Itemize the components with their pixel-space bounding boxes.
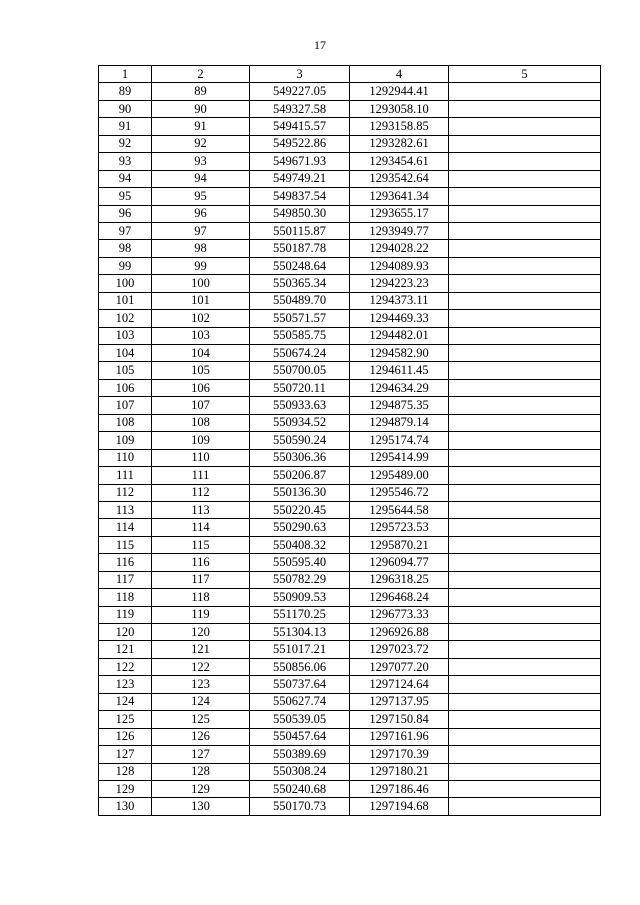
row-number-cell: 107 bbox=[99, 397, 152, 414]
table-row bbox=[99, 641, 601, 658]
note-cell bbox=[449, 763, 601, 780]
row-number-cell: 104 bbox=[99, 345, 152, 362]
table-row bbox=[99, 501, 601, 518]
y-coordinate-cell: 1296318.25 bbox=[350, 571, 449, 588]
note-cell bbox=[449, 658, 601, 675]
x-coordinate-cell: 550934.52 bbox=[250, 414, 350, 431]
row-number-cell: 106 bbox=[99, 379, 152, 396]
x-coordinate-cell: 550408.32 bbox=[250, 536, 350, 553]
y-coordinate-cell: 1295644.58 bbox=[350, 501, 449, 518]
table-row bbox=[99, 728, 601, 745]
x-coordinate-cell: 550737.64 bbox=[250, 676, 350, 693]
y-coordinate-cell: 1297023.72 bbox=[350, 641, 449, 658]
point-number-cell: 122 bbox=[152, 658, 250, 675]
row-number-cell: 105 bbox=[99, 362, 152, 379]
x-coordinate-cell: 550306.36 bbox=[250, 449, 350, 466]
table-row bbox=[99, 414, 601, 431]
x-coordinate-cell: 550627.74 bbox=[250, 693, 350, 710]
row-number-cell: 117 bbox=[99, 571, 152, 588]
y-coordinate-cell: 1295414.99 bbox=[350, 449, 449, 466]
point-number-cell: 126 bbox=[152, 728, 250, 745]
note-cell bbox=[449, 170, 601, 187]
table-row bbox=[99, 780, 601, 797]
table-row bbox=[99, 676, 601, 693]
point-number-cell: 123 bbox=[152, 676, 250, 693]
row-number-cell: 89 bbox=[99, 83, 152, 100]
row-number-cell: 123 bbox=[99, 676, 152, 693]
y-coordinate-cell: 1297186.46 bbox=[350, 780, 449, 797]
table-row bbox=[99, 222, 601, 239]
table-row bbox=[99, 205, 601, 222]
note-cell bbox=[449, 554, 601, 571]
x-coordinate-cell: 549327.58 bbox=[250, 100, 350, 117]
x-coordinate-cell: 550933.63 bbox=[250, 397, 350, 414]
table-row bbox=[99, 100, 601, 117]
point-number-cell: 115 bbox=[152, 536, 250, 553]
x-coordinate-cell: 550187.78 bbox=[250, 240, 350, 257]
row-number-cell: 130 bbox=[99, 798, 152, 815]
row-number-cell: 121 bbox=[99, 641, 152, 658]
point-number-cell: 113 bbox=[152, 501, 250, 518]
y-coordinate-cell: 1293641.34 bbox=[350, 188, 449, 205]
y-coordinate-cell: 1296468.24 bbox=[350, 589, 449, 606]
note-cell bbox=[449, 205, 601, 222]
row-number-cell: 100 bbox=[99, 275, 152, 292]
table-row bbox=[99, 188, 601, 205]
point-number-cell: 93 bbox=[152, 153, 250, 170]
x-coordinate-cell: 550571.57 bbox=[250, 310, 350, 327]
point-number-cell: 125 bbox=[152, 711, 250, 728]
table-row bbox=[99, 571, 601, 588]
y-coordinate-cell: 1294482.01 bbox=[350, 327, 449, 344]
y-coordinate-cell: 1292944.41 bbox=[350, 83, 449, 100]
row-number-cell: 98 bbox=[99, 240, 152, 257]
table-row bbox=[99, 746, 601, 763]
row-number-cell: 95 bbox=[99, 188, 152, 205]
x-coordinate-cell: 550365.34 bbox=[250, 275, 350, 292]
note-cell bbox=[449, 362, 601, 379]
note-cell bbox=[449, 536, 601, 553]
y-coordinate-cell: 1294634.29 bbox=[350, 379, 449, 396]
note-cell bbox=[449, 571, 601, 588]
table-row bbox=[99, 467, 601, 484]
table-row bbox=[99, 798, 601, 815]
y-coordinate-cell: 1297180.21 bbox=[350, 763, 449, 780]
note-cell bbox=[449, 275, 601, 292]
table-row bbox=[99, 240, 601, 257]
table-row bbox=[99, 658, 601, 675]
x-coordinate-cell: 550308.24 bbox=[250, 763, 350, 780]
note-cell bbox=[449, 589, 601, 606]
page-number: 17 bbox=[314, 38, 326, 52]
table-row bbox=[99, 484, 601, 501]
point-number-cell: 112 bbox=[152, 484, 250, 501]
point-number-cell: 97 bbox=[152, 222, 250, 239]
note-cell bbox=[449, 711, 601, 728]
note-cell bbox=[449, 153, 601, 170]
row-number-cell: 128 bbox=[99, 763, 152, 780]
table-row bbox=[99, 432, 601, 449]
x-coordinate-cell: 550389.69 bbox=[250, 746, 350, 763]
row-number-cell: 116 bbox=[99, 554, 152, 571]
y-coordinate-cell: 1293454.61 bbox=[350, 153, 449, 170]
row-number-cell: 124 bbox=[99, 693, 152, 710]
x-coordinate-cell: 550220.45 bbox=[250, 501, 350, 518]
table-row bbox=[99, 397, 601, 414]
note-cell bbox=[449, 501, 601, 518]
note-cell bbox=[449, 519, 601, 536]
note-cell bbox=[449, 693, 601, 710]
x-coordinate-cell: 550700.05 bbox=[250, 362, 350, 379]
table-row bbox=[99, 624, 601, 641]
row-number-cell: 118 bbox=[99, 589, 152, 606]
row-number-cell: 111 bbox=[99, 467, 152, 484]
row-number-cell: 93 bbox=[99, 153, 152, 170]
y-coordinate-cell: 1293542.64 bbox=[350, 170, 449, 187]
row-number-cell: 112 bbox=[99, 484, 152, 501]
note-cell bbox=[449, 624, 601, 641]
x-coordinate-cell: 550290.63 bbox=[250, 519, 350, 536]
column-header-4: 4 bbox=[350, 66, 449, 83]
x-coordinate-cell: 549415.57 bbox=[250, 118, 350, 135]
note-cell bbox=[449, 118, 601, 135]
point-number-cell: 110 bbox=[152, 449, 250, 466]
coordinates-table bbox=[98, 65, 601, 816]
note-cell bbox=[449, 414, 601, 431]
point-number-cell: 129 bbox=[152, 780, 250, 797]
table-row bbox=[99, 379, 601, 396]
y-coordinate-cell: 1297124.64 bbox=[350, 676, 449, 693]
row-number-cell: 96 bbox=[99, 205, 152, 222]
table-row bbox=[99, 83, 601, 100]
point-number-cell: 114 bbox=[152, 519, 250, 536]
row-number-cell: 122 bbox=[99, 658, 152, 675]
table-row bbox=[99, 345, 601, 362]
point-number-cell: 89 bbox=[152, 83, 250, 100]
table-row bbox=[99, 449, 601, 466]
y-coordinate-cell: 1296094.77 bbox=[350, 554, 449, 571]
note-cell bbox=[449, 798, 601, 815]
point-number-cell: 103 bbox=[152, 327, 250, 344]
note-cell bbox=[449, 345, 601, 362]
table-row bbox=[99, 275, 601, 292]
row-number-cell: 115 bbox=[99, 536, 152, 553]
point-number-cell: 117 bbox=[152, 571, 250, 588]
y-coordinate-cell: 1295546.72 bbox=[350, 484, 449, 501]
row-number-cell: 92 bbox=[99, 135, 152, 152]
y-coordinate-cell: 1294028.22 bbox=[350, 240, 449, 257]
y-coordinate-cell: 1293158.85 bbox=[350, 118, 449, 135]
table-row bbox=[99, 589, 601, 606]
y-coordinate-cell: 1297150.84 bbox=[350, 711, 449, 728]
point-number-cell: 96 bbox=[152, 205, 250, 222]
x-coordinate-cell: 550539.05 bbox=[250, 711, 350, 728]
point-number-cell: 121 bbox=[152, 641, 250, 658]
y-coordinate-cell: 1296926.88 bbox=[350, 624, 449, 641]
table-row bbox=[99, 606, 601, 623]
y-coordinate-cell: 1294469.33 bbox=[350, 310, 449, 327]
point-number-cell: 90 bbox=[152, 100, 250, 117]
y-coordinate-cell: 1293058.10 bbox=[350, 100, 449, 117]
x-coordinate-cell: 550720.11 bbox=[250, 379, 350, 396]
point-number-cell: 116 bbox=[152, 554, 250, 571]
note-cell bbox=[449, 188, 601, 205]
y-coordinate-cell: 1297194.68 bbox=[350, 798, 449, 815]
x-coordinate-cell: 549837.54 bbox=[250, 188, 350, 205]
table-row bbox=[99, 118, 601, 135]
point-number-cell: 100 bbox=[152, 275, 250, 292]
x-coordinate-cell: 550240.68 bbox=[250, 780, 350, 797]
x-coordinate-cell: 551304.13 bbox=[250, 624, 350, 641]
column-header-1: 1 bbox=[99, 66, 152, 83]
x-coordinate-cell: 551017.21 bbox=[250, 641, 350, 658]
y-coordinate-cell: 1294089.93 bbox=[350, 257, 449, 274]
row-number-cell: 126 bbox=[99, 728, 152, 745]
table-row bbox=[99, 153, 601, 170]
row-number-cell: 94 bbox=[99, 170, 152, 187]
column-header-3: 3 bbox=[250, 66, 350, 83]
y-coordinate-cell: 1295174.74 bbox=[350, 432, 449, 449]
table-body bbox=[99, 83, 601, 815]
note-cell bbox=[449, 240, 601, 257]
x-coordinate-cell: 550674.24 bbox=[250, 345, 350, 362]
row-number-cell: 129 bbox=[99, 780, 152, 797]
y-coordinate-cell: 1295870.21 bbox=[350, 536, 449, 553]
row-number-cell: 119 bbox=[99, 606, 152, 623]
row-number-cell: 103 bbox=[99, 327, 152, 344]
y-coordinate-cell: 1297161.96 bbox=[350, 728, 449, 745]
note-cell bbox=[449, 310, 601, 327]
point-number-cell: 98 bbox=[152, 240, 250, 257]
table-row bbox=[99, 536, 601, 553]
row-number-cell: 125 bbox=[99, 711, 152, 728]
point-number-cell: 101 bbox=[152, 292, 250, 309]
table-row bbox=[99, 327, 601, 344]
table-row bbox=[99, 362, 601, 379]
x-coordinate-cell: 549671.93 bbox=[250, 153, 350, 170]
y-coordinate-cell: 1295489.00 bbox=[350, 467, 449, 484]
row-number-cell: 102 bbox=[99, 310, 152, 327]
table-row bbox=[99, 693, 601, 710]
row-number-cell: 97 bbox=[99, 222, 152, 239]
point-number-cell: 118 bbox=[152, 589, 250, 606]
point-number-cell: 106 bbox=[152, 379, 250, 396]
point-number-cell: 130 bbox=[152, 798, 250, 815]
point-number-cell: 107 bbox=[152, 397, 250, 414]
point-number-cell: 105 bbox=[152, 362, 250, 379]
note-cell bbox=[449, 728, 601, 745]
y-coordinate-cell: 1294875.35 bbox=[350, 397, 449, 414]
point-number-cell: 111 bbox=[152, 467, 250, 484]
note-cell bbox=[449, 379, 601, 396]
note-cell bbox=[449, 327, 601, 344]
point-number-cell: 99 bbox=[152, 257, 250, 274]
table-row bbox=[99, 135, 601, 152]
table-row bbox=[99, 554, 601, 571]
table-row bbox=[99, 519, 601, 536]
x-coordinate-cell: 550585.75 bbox=[250, 327, 350, 344]
point-number-cell: 91 bbox=[152, 118, 250, 135]
row-number-cell: 101 bbox=[99, 292, 152, 309]
y-coordinate-cell: 1296773.33 bbox=[350, 606, 449, 623]
table-row bbox=[99, 310, 601, 327]
y-coordinate-cell: 1297137.95 bbox=[350, 693, 449, 710]
x-coordinate-cell: 550909.53 bbox=[250, 589, 350, 606]
point-number-cell: 92 bbox=[152, 135, 250, 152]
table-header-row bbox=[99, 66, 601, 83]
note-cell bbox=[449, 606, 601, 623]
row-number-cell: 114 bbox=[99, 519, 152, 536]
table-row bbox=[99, 292, 601, 309]
note-cell bbox=[449, 484, 601, 501]
y-coordinate-cell: 1293949.77 bbox=[350, 222, 449, 239]
table-row bbox=[99, 170, 601, 187]
note-cell bbox=[449, 100, 601, 117]
note-cell bbox=[449, 641, 601, 658]
x-coordinate-cell: 550856.06 bbox=[250, 658, 350, 675]
x-coordinate-cell: 550590.24 bbox=[250, 432, 350, 449]
x-coordinate-cell: 550457.64 bbox=[250, 728, 350, 745]
column-header-5: 5 bbox=[449, 66, 601, 83]
x-coordinate-cell: 549850.30 bbox=[250, 205, 350, 222]
note-cell bbox=[449, 467, 601, 484]
note-cell bbox=[449, 676, 601, 693]
x-coordinate-cell: 549227.05 bbox=[250, 83, 350, 100]
note-cell bbox=[449, 397, 601, 414]
x-coordinate-cell: 550782.29 bbox=[250, 571, 350, 588]
x-coordinate-cell: 550206.87 bbox=[250, 467, 350, 484]
note-cell bbox=[449, 83, 601, 100]
point-number-cell: 127 bbox=[152, 746, 250, 763]
row-number-cell: 108 bbox=[99, 414, 152, 431]
table-row bbox=[99, 711, 601, 728]
y-coordinate-cell: 1294611.45 bbox=[350, 362, 449, 379]
y-coordinate-cell: 1294373.11 bbox=[350, 292, 449, 309]
point-number-cell: 104 bbox=[152, 345, 250, 362]
point-number-cell: 95 bbox=[152, 188, 250, 205]
point-number-cell: 119 bbox=[152, 606, 250, 623]
point-number-cell: 128 bbox=[152, 763, 250, 780]
column-header-2: 2 bbox=[152, 66, 250, 83]
x-coordinate-cell: 551170.25 bbox=[250, 606, 350, 623]
row-number-cell: 91 bbox=[99, 118, 152, 135]
note-cell bbox=[449, 222, 601, 239]
row-number-cell: 110 bbox=[99, 449, 152, 466]
note-cell bbox=[449, 746, 601, 763]
y-coordinate-cell: 1295723.53 bbox=[350, 519, 449, 536]
x-coordinate-cell: 550115.87 bbox=[250, 222, 350, 239]
x-coordinate-cell: 550595.40 bbox=[250, 554, 350, 571]
x-coordinate-cell: 550170.73 bbox=[250, 798, 350, 815]
note-cell bbox=[449, 432, 601, 449]
row-number-cell: 127 bbox=[99, 746, 152, 763]
point-number-cell: 124 bbox=[152, 693, 250, 710]
row-number-cell: 90 bbox=[99, 100, 152, 117]
y-coordinate-cell: 1294879.14 bbox=[350, 414, 449, 431]
point-number-cell: 109 bbox=[152, 432, 250, 449]
point-number-cell: 94 bbox=[152, 170, 250, 187]
row-number-cell: 120 bbox=[99, 624, 152, 641]
y-coordinate-cell: 1297170.39 bbox=[350, 746, 449, 763]
point-number-cell: 108 bbox=[152, 414, 250, 431]
x-coordinate-cell: 549522.86 bbox=[250, 135, 350, 152]
y-coordinate-cell: 1293655.17 bbox=[350, 205, 449, 222]
row-number-cell: 109 bbox=[99, 432, 152, 449]
y-coordinate-cell: 1294582.90 bbox=[350, 345, 449, 362]
y-coordinate-cell: 1294223.23 bbox=[350, 275, 449, 292]
x-coordinate-cell: 550248.64 bbox=[250, 257, 350, 274]
table-row bbox=[99, 763, 601, 780]
table-row bbox=[99, 257, 601, 274]
note-cell bbox=[449, 292, 601, 309]
x-coordinate-cell: 549749.21 bbox=[250, 170, 350, 187]
row-number-cell: 113 bbox=[99, 501, 152, 518]
point-number-cell: 120 bbox=[152, 624, 250, 641]
y-coordinate-cell: 1293282.61 bbox=[350, 135, 449, 152]
y-coordinate-cell: 1297077.20 bbox=[350, 658, 449, 675]
note-cell bbox=[449, 449, 601, 466]
row-number-cell: 99 bbox=[99, 257, 152, 274]
x-coordinate-cell: 550489.70 bbox=[250, 292, 350, 309]
note-cell bbox=[449, 257, 601, 274]
point-number-cell: 102 bbox=[152, 310, 250, 327]
note-cell bbox=[449, 780, 601, 797]
note-cell bbox=[449, 135, 601, 152]
x-coordinate-cell: 550136.30 bbox=[250, 484, 350, 501]
